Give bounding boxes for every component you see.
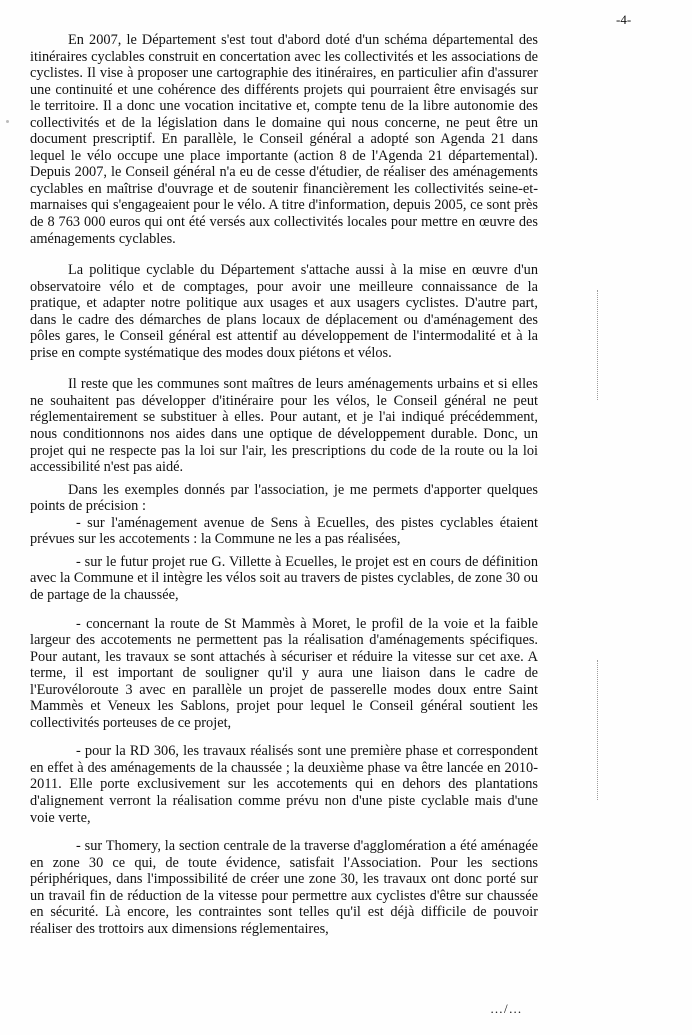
- paragraph-exemples-intro: Dans les exemples donnés par l'association, je me permets d'apporter quelques points de précision :: [30, 481, 538, 515]
- letter-body: [30, 32, 538, 937]
- scan-artifact-line: [597, 660, 599, 800]
- scan-artifact-line: [597, 290, 599, 400]
- page-number: -4-: [616, 12, 632, 27]
- paragraph-schema-departemental: En 2007, le Département s'est tout d'abord doté d'un schéma départemental des itinéraires cyclables construit en concertation avec les collectivités et les associations de cyclistes. Il vise à proposer une cartographie des itinéraires, en particulier afin d'assurer une continuité et une cohérence des différents projets qui pourraient être envisagés sur le territoire. Il a donc une vocation incitative et, compte tenu de la libre autonomie des collectivités et de la législation dans le domaine qui nous concerne, ne peut être un document prescriptif. En parallèle, le Conseil général a adopté son Agenda 21 dans lequel le vélo occupe une place importante (action 8 de l'Agenda 21 départemental). Depuis 2007, le Conseil général n'a eu de cesse d'étudier, de réaliser des aménagements cyclables en maîtrise d'ouvrage et de soutenir financièrement les collectivités seine-et-marnaises qui s'engageaient pour le vélo. A titre d'information, depuis 2005, ce sont près de 8 763 000 euros qui ont été versés aux collectivités locales pour mettre en œuvre des aménagements cyclables.: [30, 32, 538, 247]
- paragraph-politique-cyclable: La politique cyclable du Département s'attache aussi à la mise en œuvre d'un observatoire vélo et de comptages, pour avoir une meilleure connaissance de la pratique, et adapter notre politique aux usages et aux usagers cyclistes. D'autre part, dans le cadre des démarches de plans locaux de déplacement ou d'aménagement des pôles gares, le Conseil général est attentif au développement de l'intermodalité et à la prise en compte systématique des modes doux piétons et vélos.: [30, 262, 538, 361]
- list-item-thomery: - sur Thomery, la section centrale de la traverse d'agglomération a été aménagée en zone 30 ce qui, de toute évidence, satisfait l'Association. Pour les sections périphériques, dans l'impossibilité de créer une zone 30, les travaux ont donc porté sur un travail fin de réduction de la vitesse pour permettre aux cyclistes d'être sur chaussée en sécurité. Là encore, les contraintes sont telles qu'il est déjà difficile de pouvoir réaliser des trottoirs aux dimensions réglementaires,: [30, 838, 538, 937]
- list-item-avenue-de-sens: - sur l'aménagement avenue de Sens à Ecuelles, des pistes cyclables étaient prévues sur les accotements : la Commune ne les a pas réalisées,: [30, 514, 538, 548]
- continuation-mark: …/…: [490, 1001, 523, 1016]
- paragraph-communes: Il reste que les communes sont maîtres de leurs aménagements urbains et si elles ne souhaitent pas développer d'itinéraire pour les vélos, le Conseil général ne peut réglementairement se substituer à elles. Pour autant, et je l'ai indiqué précédemment, nous conditionnons nos aides dans une optique de développement durable. Donc, un projet qui ne respecte pas la loi sur l'air, les prescriptions du code de la route ou la loi accessibilité n'est pas aidé.: [30, 376, 538, 476]
- scan-artifact-dot: [6, 120, 9, 123]
- list-item-rue-villette: - sur le futur projet rue G. Villette à Ecuelles, le projet est en cours de définition avec la Commune et il intègre les vélos soit au travers de pistes cyclables, de zone 30 ou de partage de la chaussée,: [30, 553, 538, 603]
- list-item-st-mammes: - concernant la route de St Mammès à Moret, le profil de la voie et la faible largeur des accotements ne permettent pas la réalisation d'aménagements spécifiques. Pour autant, les travaux se sont attachés à sécuriser et réduire la vitesse sur cet axe. A terme, il est important de souligner qu'il y aura une liaison dans le cadre de l'Eurovéloroute 3 avec en parallèle un projet de passerelle modes doux entre Saint Mammès et Veneux les Sablons, projet pour lequel le Conseil général soutient les collectivités porteuses de ce projet,: [30, 615, 538, 731]
- list-item-rd-306: - pour la RD 306, les travaux réalisés sont une première phase et correspondent en effet à des aménagements de la chaussée ; la deuxième phase va être lancée en 2010-2011. Elle porte exclusivement sur les accotements qui en dehors des plantations d'alignement verront la réalisation comme prévu non d'une piste cyclable mais d'une voie verte,: [30, 743, 538, 826]
